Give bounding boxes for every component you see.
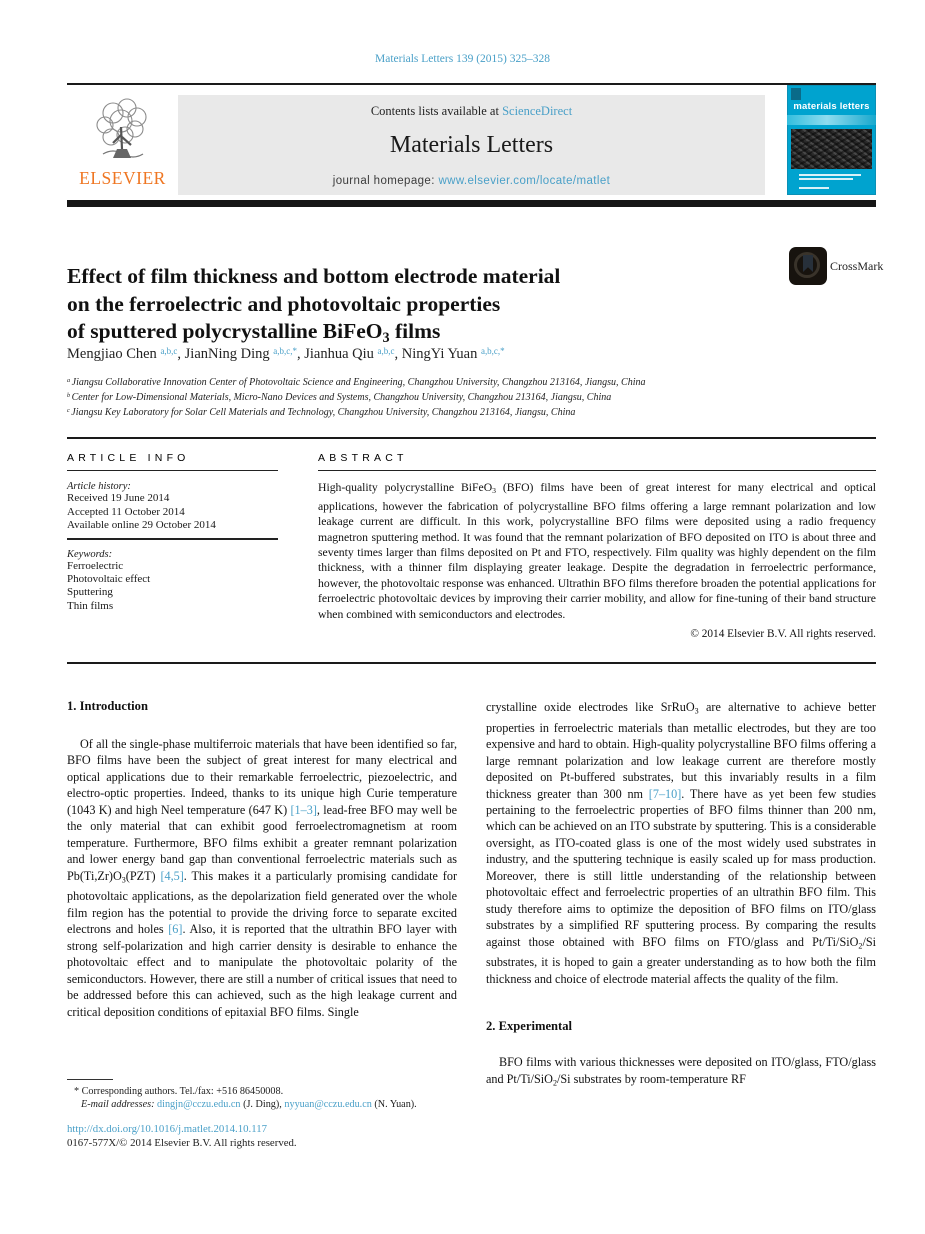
text-segment: , JianNing Ding bbox=[177, 346, 274, 363]
crossmark-badge[interactable] bbox=[789, 247, 883, 285]
article-info-block bbox=[67, 452, 307, 613]
text-segment: Mengjiao Chen bbox=[67, 346, 161, 363]
affiliation-a bbox=[67, 374, 847, 389]
inline-link[interactable]: [7–10] bbox=[648, 786, 682, 801]
text-segment: of sputtered polycrystalline BiFeO bbox=[67, 319, 383, 344]
text-segment: (PZT) bbox=[125, 868, 161, 883]
keyword: Sputtering bbox=[67, 586, 113, 599]
text-segment: are alternative to achieve better properties in ferroelectric materials than metallic electrodes, but they are too expensive and hard to obtain. High-quality polycrystalline BFO films offering a large remnant polarization and low leakage current are therefore mostly deposited on Pt-buffered substrates, but this invariably results in a film thickness greater than 300 nm bbox=[486, 700, 876, 801]
elsevier-logo[interactable] bbox=[67, 95, 178, 195]
history-accepted: Accepted 11 October 2014 bbox=[67, 505, 185, 518]
keyword: Ferroelectric bbox=[67, 559, 124, 572]
text-segment: 3 bbox=[382, 330, 390, 347]
cover-caption-line bbox=[799, 187, 829, 189]
text-segment: /Si substrates, it is hoped to gain a greater understanding as to how both the film thickness and choice of electrode material affects the quality of the film. bbox=[486, 934, 876, 986]
elsevier-tree-icon bbox=[91, 95, 155, 167]
inline-link[interactable]: [6] bbox=[168, 922, 183, 937]
text-segment: (BFO) films have been of great interest for many electrical and optical applications, however the fabrication of polycrystalline BFO films offering a large remnant polarization and low leakage current are difficult. In this work, polycrystalline BFO films were deposited using a radio frequency magnetron sputtering method. It was found that the remnant polarization of BFO deposited on ITO is about three and seventy times larger than films deposited on Pt and FTO, respectively. Film quality was highly dependent on the film thickness, with a thinner film displaying greater leakage. Despite the degradation in ferroelectric performance, however, the photovoltaic response was enhanced. Ultrathin BFO films therefore broaden the potential applications for ferroelectric photovoltaic devices by improving their carrier mobility, and allow for fine-tuning of their band structure when combined with semiconductors and electrodes. bbox=[318, 481, 876, 621]
inline-link[interactable]: nyyuan@cczu.edu.cn bbox=[284, 1099, 372, 1111]
text-segment: (N. Yuan). bbox=[371, 1099, 417, 1111]
text-segment: 2 bbox=[552, 1077, 557, 1087]
affiliations bbox=[67, 374, 847, 420]
abstract-bottom-rule bbox=[67, 662, 876, 664]
text-segment: a bbox=[67, 377, 72, 384]
text-segment: , NingYi Yuan bbox=[394, 346, 481, 363]
text-segment: . There have as yet been few studies pertaining to the ferroelectric properties of BFO films thinner than 200 nm, which can be achieved on an ITO substrate by sputtering. This is a considerable oversight, as ITO-coated glass is one of the most widely used substrates in industry, and the sputtering technique is easily scaled up for mass production. Moreover, there is still little understanding of the relationship between photovoltaic effect and ferroelectric properties of an ultrathin BFO film. This study therefore aims to optimize the deposition of BFO films on ITO/glass substrates by a simplified RF sputtering process. By comparing the results against those obtained with BFO films on FTO/glass and Pt/Ti/SiO bbox=[486, 786, 876, 949]
article-info-rule bbox=[67, 470, 278, 471]
cover-elsevier-mark-icon bbox=[791, 88, 801, 100]
inline-link[interactable]: a,b,c bbox=[160, 346, 178, 356]
footnote-rule bbox=[67, 1079, 113, 1080]
abstract-text bbox=[318, 480, 876, 622]
text-segment: . Also, it is reported that the ultrathin BFO layer with strong self-polarization and high carrier density is desirable to enhance the photovoltaic effect and to manipulate the photovoltaic polarity of the semiconductors. However, there are still a number of critical issues that need to be addressed before this can achieved, such as the high leakage current and critical deposition conditions of epitaxial BFO films. Single bbox=[67, 922, 457, 1019]
journal-cover-thumbnail[interactable] bbox=[787, 85, 876, 195]
history-rule bbox=[67, 538, 278, 539]
cover-band bbox=[787, 115, 876, 125]
text-segment: BFO films with various thicknesses were deposited on ITO/glass, FTO/glass and Pt/Ti/SiO bbox=[486, 1055, 876, 1086]
text-segment: 3 bbox=[492, 486, 497, 496]
title-block-rule bbox=[67, 437, 876, 439]
text-segment: 3 bbox=[121, 874, 126, 884]
cover-title: materials letters bbox=[793, 101, 870, 112]
crossmark-icon bbox=[789, 247, 827, 285]
cover-micrograph-image bbox=[791, 129, 872, 169]
inline-link[interactable]: a,b,c,* bbox=[273, 346, 297, 356]
abstract-block bbox=[318, 452, 876, 640]
inline-link[interactable]: [1–3] bbox=[290, 802, 317, 817]
text-segment: /Si substrates by room-temperature RF bbox=[556, 1071, 746, 1086]
introduction-paragraph-continued bbox=[486, 699, 876, 987]
doi-link[interactable]: http://dx.doi.org/10.1016/j.matlet.2014.10.117 bbox=[67, 1123, 268, 1135]
text-segment: 2 bbox=[858, 940, 863, 950]
text-segment: , lead-free BFO may well be the only material that can exhibit good ferroelectromagnetism at room temperature. Furthermore, BFO films exhibit a greater remnant polarization and lower energy band gap than conventional ferroelectric materials such as Pb(Ti,Zr)O bbox=[67, 802, 457, 883]
elsevier-wordmark: ELSEVIER bbox=[79, 168, 166, 188]
section-heading-experimental: 2. Experimental bbox=[486, 1019, 573, 1034]
history-label: Article history: bbox=[67, 481, 131, 493]
footnote-block bbox=[67, 1079, 487, 1111]
inline-link[interactable]: a,b,c bbox=[377, 346, 395, 356]
text-segment: Center for Low-Dimensional Materials, Micro-Nano Devices and Systems, Changzhou University, Changzhou 213164, Jiangsu, China bbox=[71, 391, 612, 403]
masthead-bottom-bar bbox=[67, 200, 876, 207]
body-column-right bbox=[486, 699, 876, 1091]
experimental-paragraph bbox=[486, 1054, 876, 1091]
email-addresses-note bbox=[67, 1098, 487, 1111]
journal-title: Materials Letters bbox=[389, 132, 554, 158]
abstract-copyright: © 2014 Elsevier B.V. All rights reserved. bbox=[690, 628, 876, 640]
text-segment: b bbox=[67, 392, 72, 400]
affiliation-c bbox=[67, 404, 847, 419]
text-segment: c bbox=[67, 407, 72, 415]
title-line-1: Effect of film thickness and bottom electrode material bbox=[67, 264, 561, 289]
text-segment: , Jianhua Qiu bbox=[296, 346, 378, 363]
text-segment: Jiangsu Key Laboratory for Solar Cell Materials and Technology, Changzhou University, Changzhou 213164, Jiangsu, China bbox=[71, 407, 576, 419]
sciencedirect-link[interactable]: ScienceDirect bbox=[502, 104, 573, 118]
text-segment: High-quality polycrystalline BiFeO bbox=[318, 481, 493, 495]
text-segment: E-mail addresses: bbox=[81, 1099, 158, 1111]
title-line-3 bbox=[67, 319, 441, 347]
homepage-prefix: journal homepage: bbox=[332, 175, 439, 187]
keyword: Photovoltaic effect bbox=[67, 573, 151, 585]
contents-prefix: Contents lists available at bbox=[370, 104, 503, 118]
cover-caption-line bbox=[799, 174, 861, 176]
text-segment: Of all the single-phase multiferroic materials that have been identified so far, BFO films have been the subject of great interest for many electrical and optical applications due to their remarkable ferroelectric, piezoelectric, and electro-optic properties. Indeed, thanks to its unique high Curie temperature (1043 K) and high Neel temperature (647 K) bbox=[67, 737, 457, 817]
inline-link[interactable]: a,b,c,* bbox=[480, 346, 505, 356]
text-segment: (J. Ding), bbox=[240, 1099, 285, 1111]
journal-citation: Materials Letters 139 (2015) 325–328 bbox=[374, 53, 550, 65]
journal-masthead bbox=[178, 95, 765, 195]
inline-link[interactable]: dingjn@cczu.edu.cn bbox=[157, 1099, 241, 1111]
history-online: Available online 29 October 2014 bbox=[67, 519, 216, 531]
abstract-heading: ABSTRACT bbox=[318, 452, 408, 464]
text-segment: . This makes it a particularly promising candidate for photovoltaic applications, as the depolarization field generated over the whole film region has the potential to provide the driving force to separate excited electrons and holes bbox=[67, 868, 457, 937]
cover-caption-line bbox=[799, 178, 853, 180]
corresponding-author-note: * Corresponding authors. Tel./fax: +516 86450008. bbox=[74, 1086, 284, 1097]
text-segment: crystalline oxide electrodes like SrRuO bbox=[486, 700, 695, 714]
author-list bbox=[67, 346, 807, 363]
section-heading-introduction: 1. Introduction bbox=[67, 699, 148, 713]
header-top-rule bbox=[67, 83, 876, 85]
homepage-line bbox=[178, 175, 765, 187]
homepage-url-link[interactable]: www.elsevier.com/locate/matlet bbox=[438, 175, 611, 187]
text-segment: 3 bbox=[694, 706, 699, 716]
title-line-2: on the ferroelectric and photovoltaic properties bbox=[67, 291, 501, 316]
issn-copyright-line: 0167-577X/© 2014 Elsevier B.V. All rights reserved. bbox=[67, 1137, 297, 1149]
inline-link[interactable]: [4,5] bbox=[160, 868, 184, 883]
crossmark-label: CrossMark bbox=[830, 258, 884, 273]
contents-line bbox=[178, 104, 765, 119]
affiliation-b bbox=[67, 389, 847, 404]
article-title bbox=[67, 263, 717, 352]
text-segment: films bbox=[389, 319, 441, 344]
introduction-paragraph bbox=[67, 736, 457, 1020]
article-info-heading: ARTICLE INFO bbox=[67, 452, 190, 464]
text-segment: Jiangsu Collaborative Innovation Center of Photovoltaic Science and Engineering, Changzhou University, Changzhou 213164, Jiangsu, China bbox=[71, 376, 646, 388]
keywords-label: Keywords: bbox=[67, 548, 113, 560]
history-received: Received 19 June 2014 bbox=[67, 492, 170, 505]
abstract-rule bbox=[318, 470, 876, 471]
body-column-left bbox=[67, 699, 457, 1020]
keyword: Thin films bbox=[67, 599, 114, 612]
